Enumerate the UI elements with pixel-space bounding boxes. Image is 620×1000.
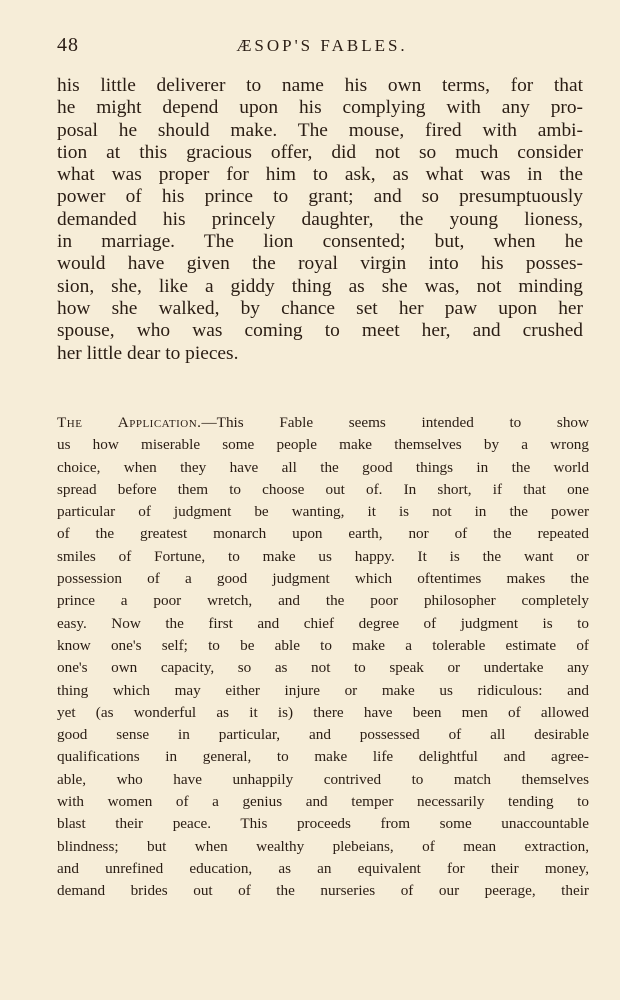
fable-line: sion, she, like a giddy thing as she was, not minding: [57, 275, 583, 297]
running-head: ÆSOP'S FABLES.: [236, 36, 408, 55]
fable-line: posal he should make. The mouse, fired with ambi-: [57, 119, 583, 141]
application-heading: The Application.: [57, 414, 202, 431]
fable-line: what was proper for him to ask, as what was in the: [57, 164, 583, 186]
application-line: possession of a good judgment which oftentimes makes the: [57, 570, 589, 588]
page-header: [57, 34, 587, 62]
application-line: smiles of Fortune, to make us happy. It is the want or: [57, 547, 589, 565]
application-line: choice, when they have all the good things in the world: [57, 458, 589, 476]
application-line: with women of a genius and temper necessarily tending to: [57, 793, 589, 811]
application-line: particular of judgment be wanting, it is not in the power: [57, 503, 589, 521]
application-line: —This Fable seems intended to show: [201, 414, 589, 431]
fable-line: spouse, who was coming to meet her, and crushed: [57, 320, 583, 342]
application-paragraph: [57, 412, 589, 903]
application-line: blast their peace. This proceeds from some unaccountable: [57, 815, 589, 833]
application-line: know one's self; to be able to make a tolerable estimate of: [57, 636, 589, 654]
application-line: us how miserable some people make themselves by a wrong: [57, 436, 589, 454]
application-line: able, who have unhappily contrived to match themselves: [57, 770, 589, 788]
application-line: thing which may either injure or make us ridiculous: and: [57, 681, 589, 699]
application-line: blindness; but when wealthy plebeians, of mean extraction,: [57, 837, 589, 855]
fable-line: demanded his princely daughter, the young lioness,: [57, 208, 583, 230]
application-first-line: [57, 412, 589, 434]
fable-line: her little dear to pieces.: [57, 342, 239, 364]
fable-line: his little deliverer to name his own terms, for that: [57, 75, 583, 96]
fable-line: tion at this gracious offer, did not so much consider: [57, 141, 583, 163]
application-line: yet (as wonderful as it is) there have been men of allowed: [57, 703, 589, 721]
page-number: 48: [57, 34, 79, 56]
application-line: prince a poor wretch, and the poor philosopher completely: [57, 592, 589, 610]
fable-line: power of his prince to grant; and so presumptuously: [57, 186, 583, 208]
application-line: easy. Now the first and chief degree of judgment is to: [57, 614, 589, 632]
fable-line: how she walked, by chance set her paw upon her: [57, 297, 583, 319]
application-line: and unrefined education, as an equivalent for their money,: [57, 859, 589, 877]
application-line: demand brides out of the nurseries of our peerage, their: [57, 882, 589, 900]
application-line: good sense in particular, and possessed of all desirable: [57, 726, 589, 744]
application-line: qualifications in general, to make life delightful and agree-: [57, 748, 589, 766]
fable-line: in marriage. The lion consented; but, when he: [57, 231, 583, 253]
fable-line: would have given the royal virgin into his posses-: [57, 253, 583, 275]
application-line: spread before them to choose out of. In short, if that one: [57, 480, 589, 498]
application-line: one's own capacity, so as not to speak or undertake any: [57, 659, 589, 677]
fable-paragraph: [57, 75, 583, 365]
application-line: of the greatest monarch upon earth, nor of the repeated: [57, 525, 589, 543]
fable-line: he might depend upon his complying with any pro-: [57, 97, 583, 119]
